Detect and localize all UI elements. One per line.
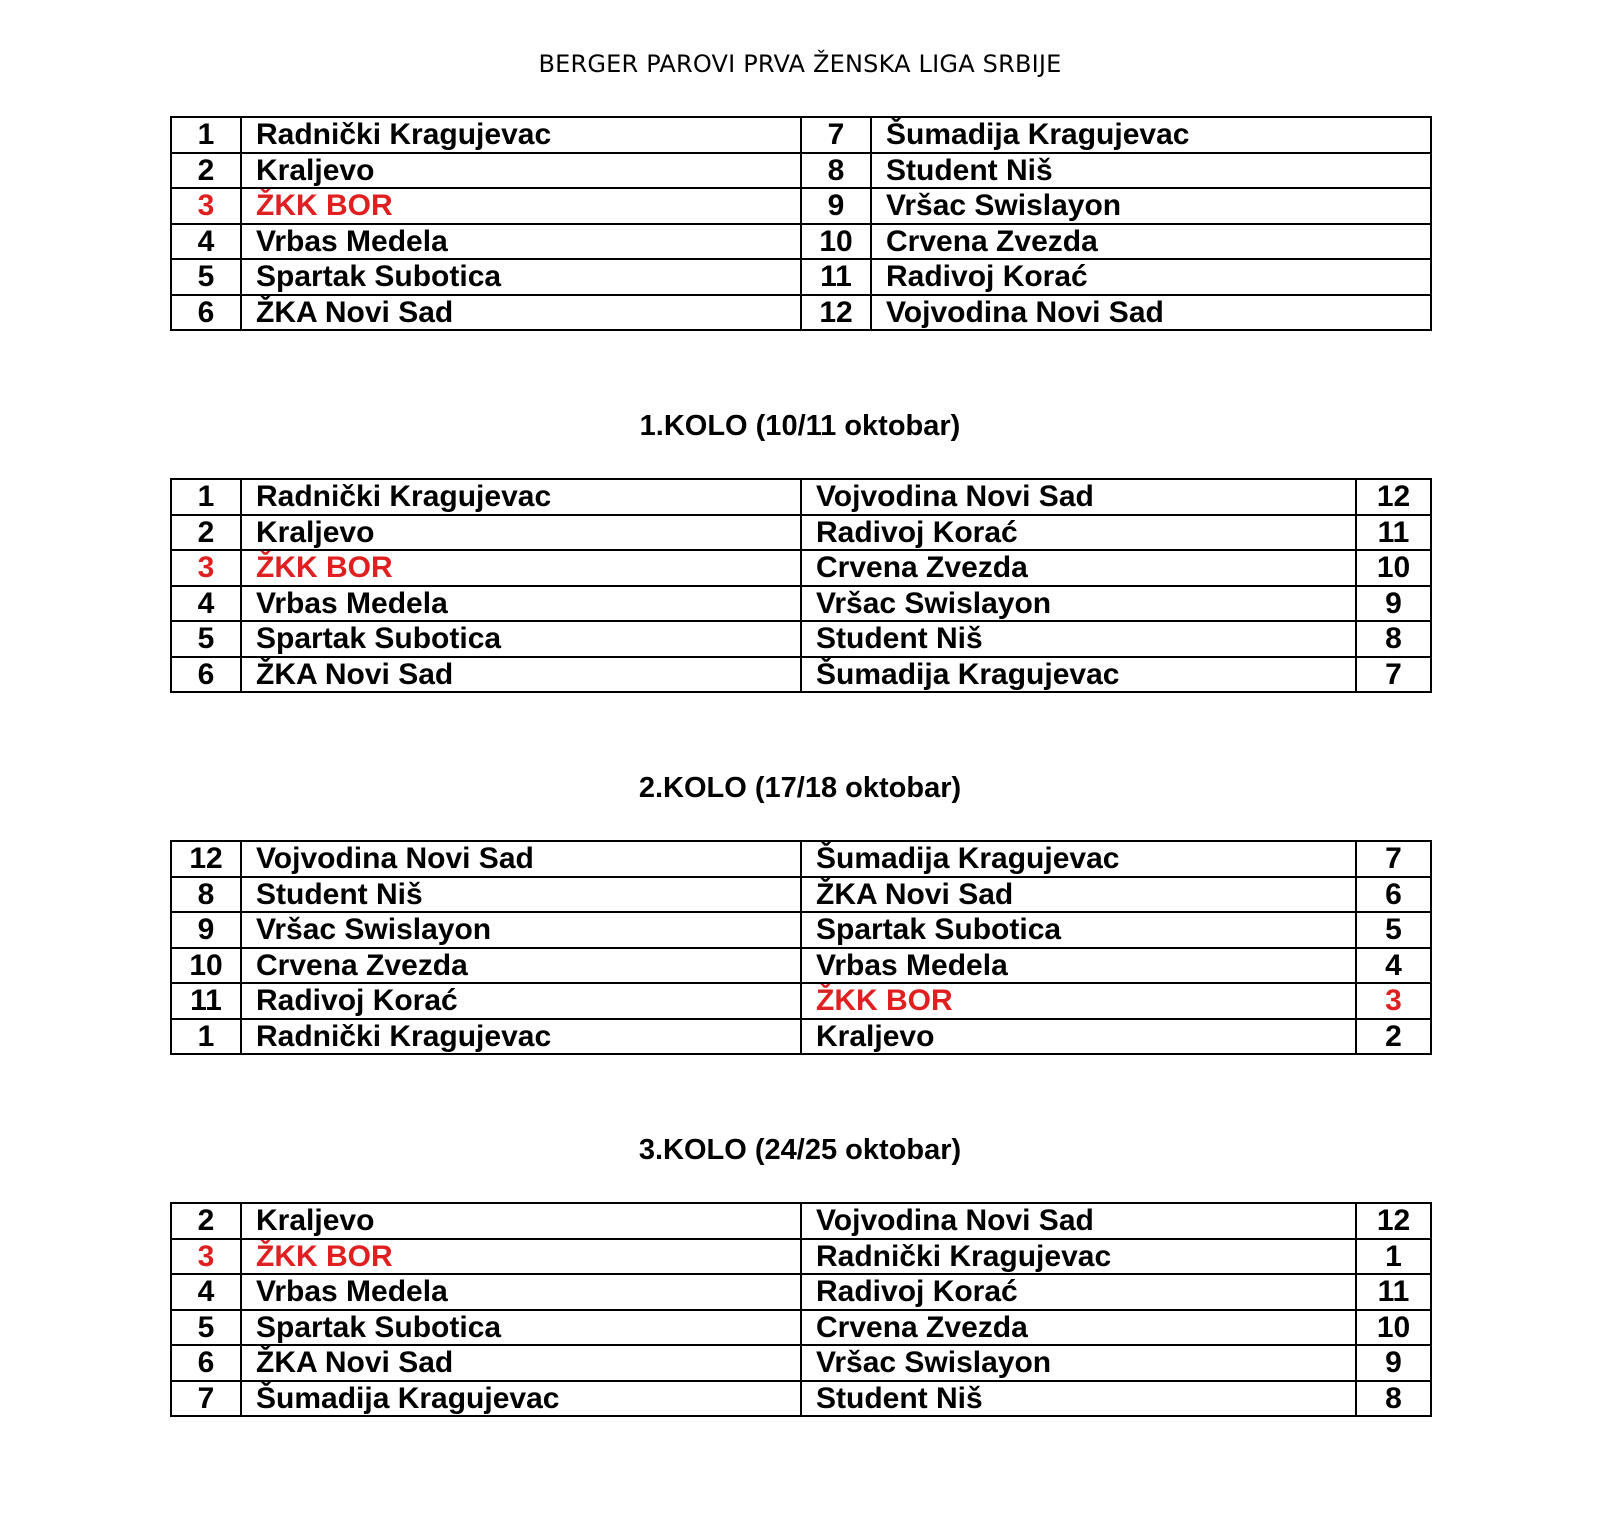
away-team-name: Student Niš	[801, 1381, 1356, 1417]
table-row	[171, 657, 1431, 693]
table-row	[171, 153, 1431, 189]
home-team-number: 3	[171, 550, 241, 586]
team-number: 9	[801, 188, 871, 224]
table-row	[171, 1345, 1431, 1381]
table-row	[171, 912, 1431, 948]
away-team-name: ŽKK BOR	[801, 983, 1356, 1019]
table-row	[171, 1274, 1431, 1310]
away-team-name: Radivoj Korać	[801, 515, 1356, 551]
away-team-number: 10	[1356, 1310, 1431, 1346]
home-team-number: 10	[171, 948, 241, 984]
away-team-number: 2	[1356, 1019, 1431, 1055]
team-name: Vojvodina Novi Sad	[871, 295, 1431, 331]
table-row	[171, 1310, 1431, 1346]
team-name: ŽKA Novi Sad	[241, 295, 801, 331]
away-team-name: Spartak Subotica	[801, 912, 1356, 948]
home-team-number: 12	[171, 841, 241, 877]
team-number: 4	[171, 224, 241, 260]
table-row	[171, 1203, 1431, 1239]
home-team-name: Vršac Swislayon	[241, 912, 801, 948]
home-team-name: Crvena Zvezda	[241, 948, 801, 984]
table-row	[171, 117, 1431, 153]
table-row	[171, 948, 1431, 984]
table-row	[171, 259, 1431, 295]
away-team-number: 12	[1356, 1203, 1431, 1239]
home-team-number: 7	[171, 1381, 241, 1417]
team-name: Vrbas Medela	[241, 224, 801, 260]
home-team-number: 9	[171, 912, 241, 948]
round-1-title: 1.KOLO (10/11 oktobar)	[639, 410, 961, 442]
home-team-name: Student Niš	[241, 877, 801, 913]
table-row	[171, 188, 1431, 224]
team-name: Crvena Zvezda	[871, 224, 1431, 260]
home-team-name: Vrbas Medela	[241, 1274, 801, 1310]
round-3-table	[170, 1202, 1432, 1417]
round-2-title: 2.KOLO (17/18 oktobar)	[638, 772, 962, 804]
away-team-name: Šumadija Kragujevac	[801, 657, 1356, 693]
table-row	[171, 983, 1431, 1019]
away-team-number: 11	[1356, 1274, 1431, 1310]
team-list-body	[171, 117, 1431, 330]
team-name: Vršac Swislayon	[871, 188, 1431, 224]
table-row	[171, 1239, 1431, 1275]
away-team-number: 10	[1356, 550, 1431, 586]
away-team-name: Crvena Zvezda	[801, 1310, 1356, 1346]
away-team-name: Vrbas Medela	[801, 948, 1356, 984]
round-1-table	[170, 478, 1432, 693]
team-number: 5	[171, 259, 241, 295]
away-team-number: 8	[1356, 1381, 1431, 1417]
home-team-name: Spartak Subotica	[241, 621, 801, 657]
away-team-number: 7	[1356, 841, 1431, 877]
away-team-number: 7	[1356, 657, 1431, 693]
table-row	[171, 295, 1431, 331]
away-team-number: 4	[1356, 948, 1431, 984]
away-team-name: Student Niš	[801, 621, 1356, 657]
home-team-name: ŽKK BOR	[241, 1239, 801, 1275]
home-team-name: Radnički Kragujevac	[241, 479, 801, 515]
away-team-number: 3	[1356, 983, 1431, 1019]
home-team-number: 6	[171, 657, 241, 693]
home-team-name: Vojvodina Novi Sad	[241, 841, 801, 877]
team-name: Šumadija Kragujevac	[871, 117, 1431, 153]
away-team-name: ŽKA Novi Sad	[801, 877, 1356, 913]
round-2-table	[170, 840, 1432, 1055]
away-team-name: Radivoj Korać	[801, 1274, 1356, 1310]
team-number: 2	[171, 153, 241, 189]
table-row	[171, 586, 1431, 622]
away-team-number: 9	[1356, 1345, 1431, 1381]
table-row	[171, 841, 1431, 877]
away-team-name: Vršac Swislayon	[801, 1345, 1356, 1381]
team-number: 8	[801, 153, 871, 189]
home-team-number: 11	[171, 983, 241, 1019]
home-team-name: Spartak Subotica	[241, 1310, 801, 1346]
home-team-number: 1	[171, 1019, 241, 1055]
home-team-name: Vrbas Medela	[241, 586, 801, 622]
home-team-number: 6	[171, 1345, 241, 1381]
team-number: 3	[171, 188, 241, 224]
home-team-name: Šumadija Kragujevac	[241, 1381, 801, 1417]
table-row	[171, 550, 1431, 586]
team-name: Kraljevo	[241, 153, 801, 189]
team-name: ŽKK BOR	[241, 188, 801, 224]
away-team-number: 12	[1356, 479, 1431, 515]
home-team-number: 8	[171, 877, 241, 913]
home-team-number: 2	[171, 515, 241, 551]
table-row	[171, 877, 1431, 913]
away-team-number: 9	[1356, 586, 1431, 622]
home-team-name: ŽKK BOR	[241, 550, 801, 586]
home-team-name: ŽKA Novi Sad	[241, 1345, 801, 1381]
away-team-number: 11	[1356, 515, 1431, 551]
away-team-number: 8	[1356, 621, 1431, 657]
home-team-number: 5	[171, 621, 241, 657]
home-team-number: 5	[171, 1310, 241, 1346]
away-team-name: Vojvodina Novi Sad	[801, 1203, 1356, 1239]
team-name: Radivoj Korać	[871, 259, 1431, 295]
home-team-name: Kraljevo	[241, 515, 801, 551]
team-number: 6	[171, 295, 241, 331]
team-name: Student Niš	[871, 153, 1431, 189]
home-team-name: Radivoj Korać	[241, 983, 801, 1019]
team-list-table	[170, 116, 1432, 331]
home-team-number: 4	[171, 586, 241, 622]
away-team-number: 6	[1356, 877, 1431, 913]
away-team-name: Šumadija Kragujevac	[801, 841, 1356, 877]
away-team-name: Vojvodina Novi Sad	[801, 479, 1356, 515]
home-team-name: Radnički Kragujevac	[241, 1019, 801, 1055]
away-team-name: Kraljevo	[801, 1019, 1356, 1055]
round-3-title: 3.KOLO (24/25 oktobar)	[638, 1134, 962, 1166]
away-team-number: 1	[1356, 1239, 1431, 1275]
away-team-name: Crvena Zvezda	[801, 550, 1356, 586]
team-name: Radnički Kragujevac	[241, 117, 801, 153]
home-team-number: 1	[171, 479, 241, 515]
table-row	[171, 515, 1431, 551]
table-row	[171, 224, 1431, 260]
home-team-name: ŽKA Novi Sad	[241, 657, 801, 693]
away-team-name: Vršac Swislayon	[801, 586, 1356, 622]
home-team-number: 3	[171, 1239, 241, 1275]
team-number: 1	[171, 117, 241, 153]
away-team-name: Radnički Kragujevac	[801, 1239, 1356, 1275]
team-number: 10	[801, 224, 871, 260]
team-number: 12	[801, 295, 871, 331]
table-row	[171, 621, 1431, 657]
table-row	[171, 479, 1431, 515]
team-number: 11	[801, 259, 871, 295]
table-row	[171, 1019, 1431, 1055]
away-team-number: 5	[1356, 912, 1431, 948]
team-name: Spartak Subotica	[241, 259, 801, 295]
team-number: 7	[801, 117, 871, 153]
home-team-name: Kraljevo	[241, 1203, 801, 1239]
table-row	[171, 1381, 1431, 1417]
document-title: BERGER PAROVI PRVA ŽENSKA LIGA SRBIJE	[538, 50, 1062, 78]
home-team-number: 4	[171, 1274, 241, 1310]
home-team-number: 2	[171, 1203, 241, 1239]
